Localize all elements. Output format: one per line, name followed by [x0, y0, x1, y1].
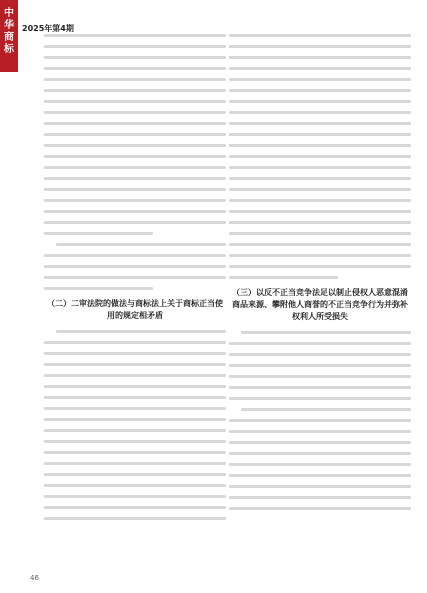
body-line [229, 375, 411, 378]
body-line [229, 386, 411, 389]
body-line [229, 430, 411, 433]
body-line [44, 440, 226, 443]
body-line [229, 353, 411, 356]
body-line [229, 507, 411, 510]
body-line [44, 78, 226, 81]
body-line [44, 374, 226, 377]
body-line [44, 287, 153, 290]
body-line [229, 265, 411, 268]
body-line [44, 56, 226, 59]
body-line [229, 463, 411, 466]
body-line [56, 330, 226, 333]
body-line [229, 221, 411, 224]
body-line [229, 254, 411, 257]
body-line [44, 34, 226, 37]
left-column [44, 34, 226, 566]
body-line [44, 155, 226, 158]
body-line [229, 243, 411, 246]
journal-brand: 中华商标 [4, 8, 14, 55]
body-line [44, 122, 226, 125]
right-column [229, 34, 411, 566]
body-line [229, 496, 411, 499]
body-line [44, 484, 226, 487]
body-line [44, 254, 226, 257]
section-heading-right: （三）以反不正当竞争法足以制止侵权人恶意混淆商品来源、攀附他人商誉的不正当竞争行为并弥补权利人所受损失 [232, 288, 408, 321]
body-line [44, 177, 226, 180]
masthead-bar [0, 0, 18, 72]
body-line [229, 232, 411, 235]
body-line [44, 363, 226, 366]
body-line [229, 199, 411, 202]
body-line [44, 276, 226, 279]
body-line [44, 473, 226, 476]
body-line [241, 331, 411, 334]
body-line [229, 474, 411, 477]
body-line [56, 243, 226, 246]
body-line [44, 352, 226, 355]
body-line [44, 199, 226, 202]
body-line [229, 452, 411, 455]
section-heading-left: （二）二审法院的做法与商标法上关于商标正当使用的规定相矛盾 [47, 299, 223, 320]
body-line [229, 419, 411, 422]
body-line [44, 429, 226, 432]
body-line [44, 517, 226, 520]
body-line [44, 221, 226, 224]
body-line [44, 100, 226, 103]
body-line [229, 133, 411, 136]
body-line [44, 210, 226, 213]
issue-label: 2025年第4期 [22, 24, 74, 33]
body-line [44, 506, 226, 509]
body-line [229, 485, 411, 488]
body-line [229, 34, 411, 37]
body-line [229, 144, 411, 147]
page-number: 46 [30, 574, 39, 582]
body-line [44, 462, 226, 465]
body-line [44, 407, 226, 410]
body-line [241, 408, 411, 411]
body-line [229, 89, 411, 92]
body-line [229, 364, 411, 367]
body-line [44, 495, 226, 498]
body-line [229, 100, 411, 103]
body-line [44, 451, 226, 454]
body-line [229, 166, 411, 169]
body-line [229, 276, 338, 279]
body-line [229, 342, 411, 345]
body-line [229, 155, 411, 158]
body-line [229, 122, 411, 125]
body-line [229, 188, 411, 191]
body-line [44, 166, 226, 169]
body-line [229, 111, 411, 114]
body-line [44, 89, 226, 92]
body-line [44, 144, 226, 147]
body-line [44, 45, 226, 48]
body-line [44, 385, 226, 388]
body-line [229, 397, 411, 400]
body-line [44, 418, 226, 421]
body-line [229, 78, 411, 81]
body-line [229, 45, 411, 48]
body-line [44, 232, 153, 235]
body-line [44, 111, 226, 114]
body-line [44, 341, 226, 344]
body-line [229, 210, 411, 213]
body-line [229, 56, 411, 59]
body-line [44, 188, 226, 191]
body-line [44, 67, 226, 70]
body-line [44, 396, 226, 399]
body-line [44, 265, 226, 268]
body-line [229, 177, 411, 180]
body-line [229, 67, 411, 70]
body-line [229, 441, 411, 444]
body-line [44, 133, 226, 136]
